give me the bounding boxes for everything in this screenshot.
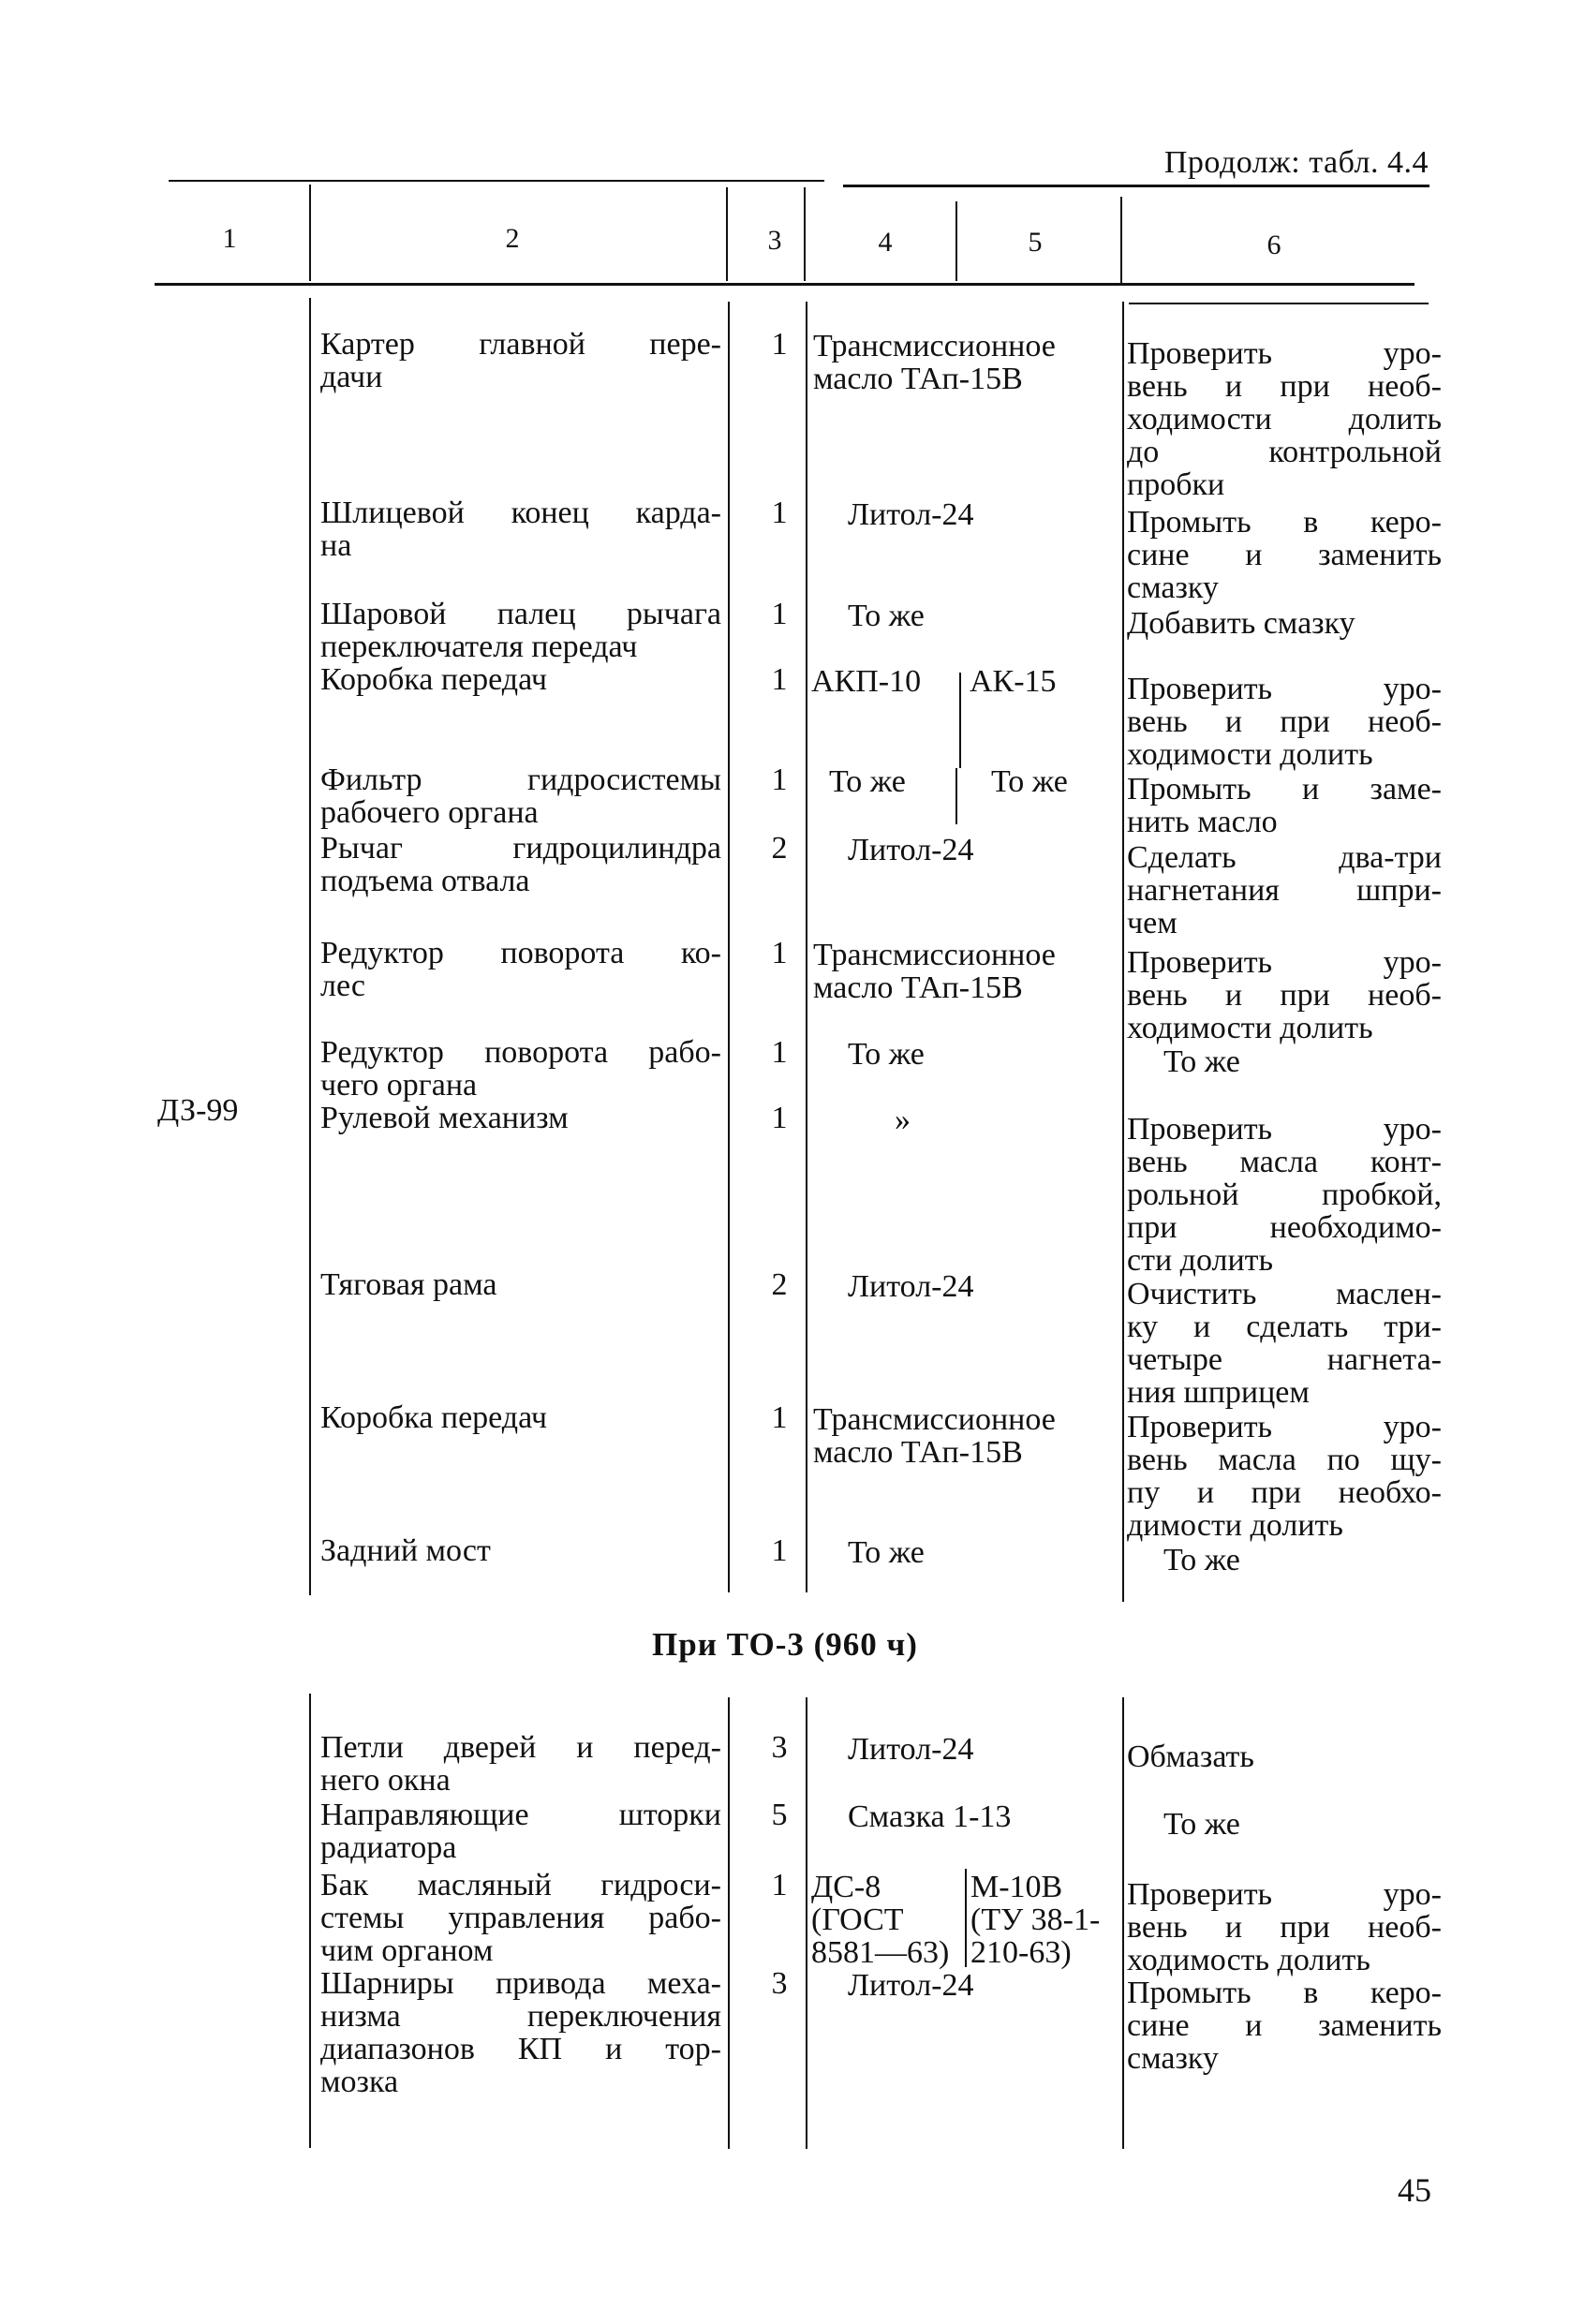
maintenance-instruction-word: и	[1301, 772, 1320, 807]
lubricant-primary: То же	[848, 1037, 925, 1072]
component-name-word: Редуктор	[320, 1035, 444, 1070]
component-name-line: него окна	[320, 1763, 451, 1798]
maintenance-instruction-line	[1127, 2009, 1442, 2042]
maintenance-instruction-word: керо-	[1370, 1976, 1442, 2010]
component-name-word: Шарниры	[320, 1966, 454, 2001]
maintenance-instruction-word: масла	[1239, 1145, 1318, 1179]
maintenance-instruction-word: щу-	[1390, 1443, 1442, 1477]
maintenance-instruction	[1127, 1740, 1442, 1773]
component-name-word: гидроцилиндра	[512, 831, 721, 866]
component-name-word: рабо-	[648, 1901, 721, 1935]
body-vrule-lub-split-2	[955, 768, 957, 824]
maintenance-instruction-word: необхо-	[1338, 1475, 1442, 1510]
maintenance-instruction-line	[1127, 403, 1442, 436]
lubricant-primary: Литол-24	[848, 1269, 974, 1304]
maintenance-instruction-line	[1127, 1976, 1442, 2009]
component-name-word: пере-	[649, 327, 721, 362]
component-name-line	[320, 496, 721, 529]
header-bottom-rule	[155, 283, 1414, 286]
lubrication-points-count: 2	[771, 831, 788, 866]
header-col-4: 4	[878, 227, 893, 258]
maintenance-instruction-word: три-	[1384, 1310, 1442, 1344]
lubricant-primary: Литол-24	[848, 1732, 974, 1767]
component-name-line: Рулевой механизм	[320, 1101, 569, 1135]
lubricant-primary: То же	[829, 764, 906, 799]
lubricant-primary: ДС-8 (ГОСТ 8581—63)	[811, 1870, 950, 1970]
maintenance-instruction-word: в	[1303, 1976, 1319, 2010]
lubricant-primary: Литол-24	[848, 833, 974, 867]
maintenance-instruction-word: керо-	[1370, 505, 1442, 540]
maintenance-instruction-line	[1127, 1178, 1442, 1211]
lubricant-alternative: То же	[991, 764, 1068, 799]
component-name-line	[320, 1902, 721, 1934]
maintenance-instruction-word: заменить	[1318, 2008, 1442, 2043]
body-vrule-2	[728, 302, 730, 1592]
maintenance-instruction	[1127, 1976, 1442, 2075]
maintenance-instruction-line: ходимости долить	[1127, 1011, 1373, 1045]
maintenance-instruction-line: ходимости долить	[1127, 737, 1373, 772]
lubricant-primary: Трансмиссионное масло ТАп-15В	[813, 1402, 1056, 1470]
maintenance-instruction-word: вень	[1127, 704, 1188, 739]
component-name-line: переключателя передач	[320, 629, 638, 664]
maintenance-instruction-word: до	[1127, 435, 1160, 469]
maintenance-instruction-word: маслен-	[1335, 1277, 1442, 1311]
maintenance-instruction-word: необ-	[1368, 978, 1442, 1013]
lubricant-primary: То же	[848, 599, 925, 633]
component-name-word: Редуктор	[320, 936, 444, 970]
lubricant-primary: АКП-10	[811, 664, 922, 699]
component-name-word: перед-	[633, 1730, 721, 1765]
maintenance-instruction-word: пробкой,	[1322, 1177, 1442, 1212]
maintenance-instruction-word: вень	[1127, 1910, 1188, 1945]
maintenance-instruction	[1163, 1045, 1478, 1078]
component-name-line	[320, 763, 721, 796]
component-name-line: на	[320, 528, 352, 563]
maintenance-instruction-word: Проверить	[1127, 672, 1273, 706]
maintenance-instruction-line	[1127, 705, 1442, 738]
table-continuation-label: Продолж: табл. 4.4	[1163, 145, 1429, 180]
component-name-line: Тяговая рама	[320, 1267, 497, 1302]
body-vrule-3	[806, 302, 807, 1592]
maintenance-instruction-word: при	[1127, 1210, 1178, 1245]
component-name-line: рабочего органа	[320, 795, 539, 830]
maintenance-instruction-word: при	[1251, 1475, 1302, 1510]
component-name-word: поворота	[484, 1035, 609, 1070]
lubrication-points-count: 1	[771, 1101, 788, 1135]
component-name-word: карда-	[635, 496, 721, 530]
maintenance-instruction-word: уро-	[1383, 672, 1442, 706]
component-name	[320, 328, 721, 393]
component-name	[320, 1799, 721, 1864]
maintenance-instruction-line	[1127, 1343, 1442, 1376]
maintenance-instruction-word: Промыть	[1127, 772, 1252, 807]
maintenance-instruction-word: и	[1224, 369, 1243, 404]
component-name-word: поворота	[500, 936, 625, 970]
component-name-line: чим органом	[320, 1933, 494, 1968]
maintenance-instruction-word: и	[1245, 2008, 1263, 2043]
maintenance-instruction-word: ку	[1127, 1310, 1159, 1344]
maintenance-instruction-word: Проверить	[1127, 1112, 1273, 1147]
maintenance-instruction-word: необходимо-	[1269, 1210, 1442, 1245]
component-name	[320, 663, 721, 696]
maintenance-instruction-word: и	[1224, 704, 1243, 739]
maintenance-instruction	[1127, 1411, 1442, 1542]
component-name-line	[320, 328, 721, 361]
lubricant-primary: Смазка 1-13	[848, 1799, 1012, 1834]
maintenance-instruction-word: Проверить	[1127, 1877, 1273, 1912]
maintenance-instruction-word: при	[1280, 978, 1330, 1013]
maintenance-instruction-word: при	[1280, 704, 1330, 739]
header-vrule-2	[726, 187, 728, 281]
maintenance-instruction-word: вень	[1127, 1443, 1188, 1477]
component-name-line	[320, 1799, 721, 1831]
header-vrule-3	[804, 187, 806, 281]
component-name-word: Фильтр	[320, 762, 422, 797]
s2-vrule-1	[309, 1694, 311, 2148]
header-vrule-1	[309, 185, 311, 281]
maintenance-instruction-line: Обмазать	[1127, 1739, 1254, 1774]
lubrication-points-count: 1	[771, 327, 788, 362]
lubricant-alternative: М-10В (ТУ 38-1- 210-63)	[970, 1870, 1101, 1970]
component-name-word: Направляющие	[320, 1798, 529, 1832]
component-name-word: Петли	[320, 1730, 404, 1765]
lubrication-points-count: 1	[771, 496, 788, 530]
maintenance-instruction-word: и	[1224, 1910, 1243, 1945]
page-number: 45	[1398, 2171, 1431, 2209]
maintenance-instruction-word: и	[1196, 1475, 1215, 1510]
maintenance-instruction-word: уро-	[1383, 1112, 1442, 1147]
maintenance-instruction-word: Проверить	[1127, 1410, 1273, 1444]
maintenance-instruction-word: сделать	[1246, 1310, 1349, 1344]
maintenance-instruction-line: смазку	[1127, 570, 1219, 605]
lubrication-points-count: 5	[771, 1798, 788, 1832]
component-name-word: Бак	[320, 1868, 369, 1902]
header-vrule-4	[955, 201, 957, 281]
component-name-line: лес	[320, 969, 365, 1003]
lubricant-primary: То же	[848, 1535, 925, 1570]
maintenance-instruction-line	[1127, 1476, 1442, 1509]
component-name-word: переключения	[526, 1999, 721, 2034]
maintenance-instruction-line: смазку	[1127, 2041, 1219, 2076]
maintenance-instruction	[1127, 337, 1442, 501]
maintenance-instruction	[1127, 506, 1442, 604]
maintenance-instruction	[1127, 1113, 1442, 1277]
lubrication-points-count: 1	[771, 1035, 788, 1070]
maintenance-instruction-line: пробки	[1127, 467, 1225, 502]
lubrication-points-count: 1	[771, 936, 788, 970]
maintenance-instruction-word: заме-	[1370, 772, 1442, 807]
maintenance-instruction-word: Сделать	[1127, 840, 1237, 875]
component-name-word: Рычаг	[320, 831, 403, 866]
maintenance-instruction-line	[1127, 1911, 1442, 1944]
maintenance-instruction-word: и	[1193, 1310, 1211, 1344]
maintenance-instruction-line	[1127, 841, 1442, 874]
lubricant-primary: Литол-24	[848, 497, 974, 532]
lubrication-points-count: 1	[771, 762, 788, 797]
component-name-line: радиатора	[320, 1830, 457, 1865]
maintenance-instruction-line	[1127, 673, 1442, 705]
body-vrule-1	[309, 298, 311, 1595]
maintenance-instruction-line: нить масло	[1127, 805, 1278, 839]
lubrication-points-count: 1	[771, 1533, 788, 1568]
component-name	[320, 1036, 721, 1102]
maintenance-instruction-word: Проверить	[1127, 945, 1273, 980]
maintenance-instruction-word: масла	[1218, 1443, 1296, 1477]
maintenance-instruction-word: уро-	[1383, 336, 1442, 371]
component-name-word: рабо-	[648, 1035, 721, 1070]
maintenance-instruction	[1127, 773, 1442, 838]
component-name-word: стемы	[320, 1901, 405, 1935]
component-name	[320, 1731, 721, 1797]
component-name-word: диапазонов	[320, 2032, 475, 2066]
component-name-word: гидроси-	[600, 1868, 721, 1902]
component-name-line: Коробка передач	[320, 1400, 547, 1435]
header-col-6: 6	[1266, 229, 1281, 260]
maintenance-instruction-word: Промыть	[1127, 1976, 1252, 2010]
component-name-line	[320, 1036, 721, 1069]
component-name	[320, 1534, 721, 1567]
component-name	[320, 1268, 721, 1301]
component-name-word: управления	[448, 1901, 605, 1935]
component-name	[320, 598, 721, 663]
component-name-line	[320, 1967, 721, 2000]
component-name-word: масляный	[417, 1868, 552, 1902]
header-top-rule	[169, 180, 824, 182]
maintenance-instruction-word: нагнетания	[1127, 873, 1280, 908]
maintenance-instruction-word: при	[1280, 369, 1330, 404]
component-name-word: Шлицевой	[320, 496, 465, 530]
maintenance-instruction	[1127, 673, 1442, 771]
maintenance-instruction-word: заменить	[1318, 538, 1442, 572]
lubrication-points-count: 3	[771, 1730, 788, 1765]
lubrication-points-count: 1	[771, 1868, 788, 1902]
maintenance-instruction-word: долить	[1348, 402, 1442, 437]
component-name-word: привода	[495, 1966, 606, 2001]
maintenance-instruction-word: необ-	[1368, 369, 1442, 404]
component-name-word: КП	[517, 2032, 563, 2066]
maintenance-instruction-word: пу	[1127, 1475, 1161, 1510]
component-name	[320, 496, 721, 562]
component-name-word: палец	[496, 597, 576, 631]
maintenance-instruction-line	[1127, 1113, 1442, 1146]
maintenance-instruction-line	[1127, 1278, 1442, 1310]
maintenance-instruction-line: ния шприцем	[1127, 1375, 1310, 1410]
maintenance-instruction	[1127, 946, 1442, 1044]
maintenance-instruction-word: уро-	[1383, 1410, 1442, 1444]
header-col-3: 3	[767, 225, 782, 256]
maintenance-instruction-line: сти долить	[1127, 1243, 1274, 1278]
header-top-rule-right	[843, 185, 1429, 187]
maintenance-instruction-word: при	[1280, 1910, 1330, 1945]
lubricant-primary: »	[895, 1103, 911, 1137]
maintenance-instruction	[1127, 607, 1442, 640]
s2-vrule-2	[728, 1697, 730, 2149]
component-name-line	[320, 832, 721, 865]
header-col-5: 5	[1028, 227, 1043, 258]
maintenance-instruction-line	[1127, 506, 1442, 539]
s2-vrule-lub-split	[965, 1869, 967, 1967]
component-name	[320, 1102, 721, 1134]
maintenance-instruction-word: Очистить	[1127, 1277, 1257, 1311]
maintenance-instruction-word: Промыть	[1127, 505, 1252, 540]
component-name-word: дверей	[443, 1730, 537, 1765]
component-name-line	[320, 2000, 721, 2033]
component-name-word: рычага	[626, 597, 721, 631]
maintenance-instruction-line	[1127, 1443, 1442, 1476]
maintenance-instruction-word: рольной	[1127, 1177, 1239, 1212]
s2-vrule-3	[806, 1697, 807, 2149]
lubrication-points-count: 1	[771, 597, 788, 631]
lubrication-points-count: 1	[771, 662, 788, 697]
component-name-line: чего органа	[320, 1068, 478, 1103]
maintenance-instruction	[1127, 841, 1442, 940]
maintenance-instruction-word: контрольной	[1268, 435, 1442, 469]
component-name-word: Шаровой	[320, 597, 447, 631]
component-name-word: низма	[320, 1999, 401, 2034]
maintenance-instruction-line	[1127, 946, 1442, 979]
component-name	[320, 1869, 721, 1967]
header-vrule-5	[1120, 197, 1122, 283]
maintenance-instruction-line	[1127, 874, 1442, 907]
component-name-line: Коробка передач	[320, 662, 547, 697]
maintenance-instruction-word: вень	[1127, 1145, 1188, 1179]
maintenance-instruction-word: два-три	[1339, 840, 1442, 875]
header-col-1: 1	[222, 223, 237, 254]
component-name-word: Картер	[320, 327, 415, 362]
section-title-to3: При ТО-3 (960 ч)	[652, 1626, 918, 1663]
component-name-line	[320, 937, 721, 970]
maintenance-instruction	[1163, 1808, 1478, 1841]
maintenance-instruction-word: нагнета-	[1326, 1342, 1442, 1377]
maintenance-instruction-word: конт-	[1370, 1145, 1442, 1179]
body-vrule-lub-split-1	[959, 673, 961, 768]
component-name-word: гидросистемы	[527, 762, 721, 797]
maintenance-instruction	[1127, 1278, 1442, 1409]
maintenance-instruction-line: То же	[1163, 1543, 1240, 1577]
maintenance-instruction-word: необ-	[1368, 1910, 1442, 1945]
component-name	[320, 1401, 721, 1434]
maintenance-instruction-line	[1127, 1411, 1442, 1443]
component-name-word: главной	[479, 327, 585, 362]
maintenance-instruction	[1163, 1544, 1478, 1576]
component-name	[320, 937, 721, 1002]
maintenance-instruction-line	[1127, 436, 1442, 468]
component-name-word: конец	[511, 496, 589, 530]
component-name-line: подъема отвала	[320, 864, 530, 898]
maintenance-instruction-line: Добавить смазку	[1127, 606, 1355, 641]
maintenance-instruction-line: То же	[1163, 1807, 1240, 1842]
maintenance-instruction-line	[1127, 1146, 1442, 1178]
lubricant-primary: Литол-24	[848, 1968, 974, 2003]
maintenance-instruction-line	[1127, 1878, 1442, 1911]
maintenance-instruction-word: сине	[1127, 2008, 1190, 2043]
component-name-word: ко-	[680, 936, 721, 970]
lubricant-alternative: АК-15	[970, 664, 1057, 699]
header-col-2: 2	[505, 223, 520, 254]
maintenance-instruction-word: и	[1245, 538, 1263, 572]
component-name-line: Задний мост	[320, 1533, 491, 1568]
maintenance-instruction-line: чем	[1127, 906, 1178, 940]
lubrication-points-count: 3	[771, 1966, 788, 2001]
component-name-line	[320, 2033, 721, 2065]
component-name	[320, 1967, 721, 2098]
lubrication-points-count: 1	[771, 1400, 788, 1435]
maintenance-instruction-word: ходимости	[1127, 402, 1272, 437]
maintenance-instruction-word: вень	[1127, 978, 1188, 1013]
maintenance-instruction	[1127, 1878, 1442, 1976]
maintenance-instruction-word: Проверить	[1127, 336, 1273, 371]
maintenance-instruction-word: по	[1326, 1443, 1360, 1477]
component-name-line	[320, 598, 721, 630]
maintenance-instruction-word: уро-	[1383, 1877, 1442, 1912]
maintenance-instruction-line	[1127, 979, 1442, 1012]
maintenance-instruction-line	[1127, 773, 1442, 806]
maintenance-instruction-line: димости долить	[1127, 1508, 1343, 1543]
lubricant-primary: Трансмиссионное масло ТАп-15В	[813, 938, 1056, 1005]
maintenance-instruction-line: ходимость долить	[1127, 1943, 1370, 1977]
maintenance-instruction-word: шпри-	[1356, 873, 1442, 908]
maintenance-instruction-line	[1127, 1310, 1442, 1343]
component-name-line: мозка	[320, 2065, 399, 2099]
component-name-word: и	[605, 2032, 623, 2066]
maintenance-instruction-word: сине	[1127, 538, 1190, 572]
component-name-word: меха-	[646, 1966, 721, 2001]
component-name	[320, 832, 721, 897]
maintenance-instruction-word: в	[1303, 505, 1319, 540]
maintenance-instruction-word: вень	[1127, 369, 1188, 404]
maintenance-instruction-word: уро-	[1383, 945, 1442, 980]
lubricant-primary: Трансмиссионное масло ТАп-15В	[813, 329, 1056, 396]
maintenance-instruction-line	[1127, 539, 1442, 571]
component-name-word: шторки	[618, 1798, 721, 1832]
lubrication-points-count: 2	[771, 1267, 788, 1302]
s2-vrule-4	[1122, 1697, 1124, 2149]
maintenance-instruction-line	[1127, 370, 1442, 403]
component-name-word: тор-	[665, 2032, 721, 2066]
maintenance-instruction-line	[1127, 337, 1442, 370]
maintenance-instruction-word: необ-	[1368, 704, 1442, 739]
maintenance-instruction-line	[1127, 1211, 1442, 1244]
component-name-line	[320, 1731, 721, 1764]
component-name-line: дачи	[320, 360, 383, 394]
machine-model-label: ДЗ-99	[157, 1093, 239, 1128]
body-vrule-4	[1122, 302, 1124, 1602]
component-name-word: и	[576, 1730, 594, 1765]
header-bottom-rule-thin	[1129, 303, 1429, 304]
component-name	[320, 763, 721, 829]
component-name-line	[320, 1869, 721, 1902]
maintenance-instruction-line: То же	[1163, 1044, 1240, 1079]
maintenance-instruction-word: и	[1224, 978, 1243, 1013]
maintenance-instruction-word: четыре	[1127, 1342, 1222, 1377]
